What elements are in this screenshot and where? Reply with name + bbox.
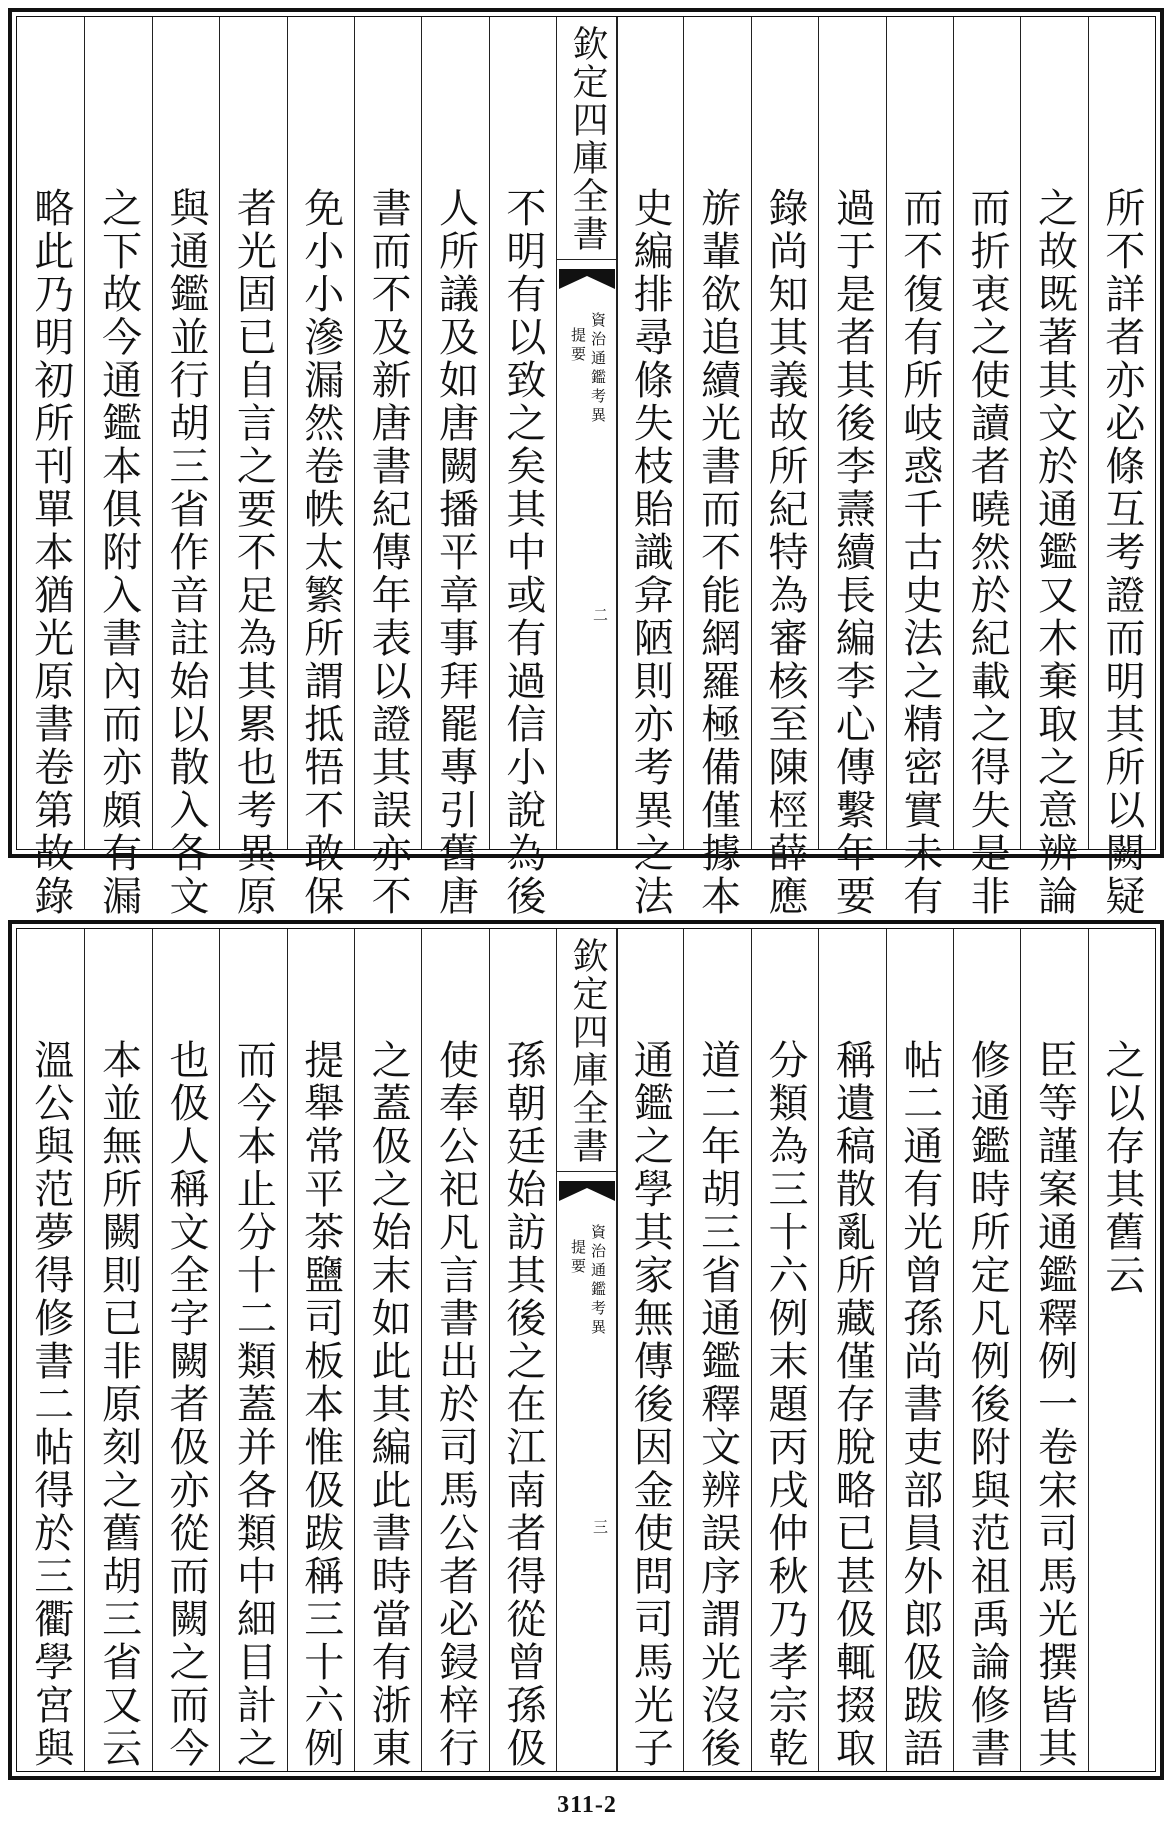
text-column	[886, 17, 953, 918]
lower-page-frame	[16, 928, 1156, 1772]
spine-section: 提要	[569, 327, 587, 365]
column-text: 之蓋伋之始末如此其編此書時當有浙東	[365, 1039, 412, 1770]
page-spine	[556, 929, 618, 1771]
column-text-wrapper	[819, 17, 885, 918]
column-text-wrapper	[887, 929, 953, 1771]
spine-title-text: 欽定四庫全書	[567, 25, 608, 253]
text-column	[683, 929, 750, 1771]
text-column	[489, 929, 556, 1771]
column-text: 所不詳者亦必條互考證而明其所以闕疑	[1098, 187, 1145, 918]
text-column	[152, 929, 219, 1771]
spine-page-marker: 二	[591, 607, 609, 622]
column-text-wrapper	[220, 929, 286, 1771]
column-text-wrapper	[85, 17, 151, 918]
text-column	[751, 17, 818, 918]
column-text-wrapper	[355, 17, 421, 918]
column-text-wrapper	[355, 929, 421, 1771]
column-text: 帖二通有光曾孫尚書吏部員外郎伋跋語	[896, 1039, 943, 1770]
text-column	[1020, 17, 1087, 918]
column-text: 之以存其舊云	[1098, 1039, 1145, 1297]
column-text: 溫公與范夢得修書二帖得於三衢學宮與	[27, 1039, 74, 1770]
text-column	[84, 17, 151, 918]
column-text-wrapper	[1089, 929, 1155, 1771]
column-text: 旂輩欲追續光書而不能網羅極備僅據本	[694, 187, 741, 918]
column-text-wrapper	[422, 929, 488, 1771]
column-text: 提舉常平茶鹽司板本惟伋跋稱三十六例	[297, 1039, 344, 1770]
text-column	[751, 929, 818, 1771]
text-column	[953, 17, 1020, 918]
column-text: 之下故今通鑑本俱附入書內而亦頗有漏	[95, 187, 142, 918]
column-text: 略此乃明初所刊單本猶光原書卷第故錄	[27, 187, 74, 918]
fishtail-mark	[559, 269, 615, 289]
column-text-wrapper	[17, 929, 84, 1771]
text-column	[886, 929, 953, 1771]
text-column	[1088, 17, 1155, 918]
column-text: 而不復有所岐惑千古史法之精密實未有	[896, 187, 943, 918]
column-text-wrapper	[954, 929, 1020, 1771]
column-text: 道二年胡三省通鑑釋文辨誤序謂光沒後	[694, 1039, 741, 1770]
column-text-wrapper	[819, 929, 885, 1771]
text-column	[489, 17, 556, 918]
column-text-wrapper	[617, 929, 683, 1771]
column-text: 臣等謹案通鑑釋例一卷宋司馬光撰皆其	[1031, 1039, 1078, 1770]
column-text: 與通鑑並行胡三省作音註始以散入各文	[162, 187, 209, 918]
column-text: 通鑑之學其家無傳後因金使問司馬光子	[627, 1039, 674, 1770]
column-text-wrapper	[954, 17, 1020, 918]
column-text-wrapper	[288, 17, 354, 918]
column-text: 之故既著其文於通鑑又木棄取之意辨論	[1031, 187, 1078, 918]
column-text-wrapper	[153, 17, 219, 918]
spine-section: 提要	[569, 1239, 587, 1277]
spine-title	[557, 937, 617, 1172]
text-column	[354, 929, 421, 1771]
text-column	[953, 929, 1020, 1771]
column-text: 而折衷之使讀者曉然於紀載之得失是非	[964, 187, 1011, 918]
text-column	[1020, 929, 1087, 1771]
column-text: 過于是者其後李燾續長編李心傳繫年要	[829, 187, 876, 918]
text-column	[421, 929, 488, 1771]
text-column	[287, 929, 354, 1771]
text-column	[287, 17, 354, 918]
column-text: 使奉公祀凡言書出於司馬公者必鋟梓行	[432, 1039, 479, 1770]
text-column	[1088, 929, 1155, 1771]
column-text-wrapper	[1021, 17, 1087, 918]
text-column	[17, 929, 84, 1771]
column-text-wrapper	[1021, 929, 1087, 1771]
text-column	[84, 929, 151, 1771]
spine-title-text: 欽定四庫全書	[567, 937, 608, 1165]
column-text-wrapper	[490, 929, 556, 1771]
column-text-wrapper	[617, 17, 683, 918]
column-text-wrapper	[17, 17, 84, 918]
column-text: 史編排尋條失枝貽識弇陋則亦考異之法	[627, 187, 674, 918]
column-text: 也伋人稱文全字闕者伋亦從而闕之而今	[162, 1039, 209, 1770]
page-spine	[556, 17, 618, 849]
column-text-wrapper	[1089, 17, 1155, 918]
column-text-wrapper	[220, 17, 286, 918]
spine-book-title: 資治通鑑考異	[589, 1224, 607, 1338]
spine-page-marker: 三	[591, 1519, 609, 1534]
column-text: 修通鑑時所定凡例後附與范祖禹論修書	[964, 1039, 1011, 1770]
spine-book-title: 資治通鑑考異	[589, 312, 607, 426]
text-column	[219, 17, 286, 918]
column-text: 稱遺稿散亂所藏僅存脫略已甚伋輒掇取	[829, 1039, 876, 1770]
text-column	[17, 17, 84, 918]
page-number: 311-2	[557, 1792, 617, 1818]
column-text: 人所議及如唐闕播平章事拜罷專引舊唐	[432, 187, 479, 918]
text-column	[818, 17, 885, 918]
spine-title	[557, 25, 617, 260]
column-text: 分類為三十六例末題丙戌仲秋乃孝宗乾	[761, 1039, 808, 1770]
text-column	[818, 929, 885, 1771]
column-text: 者光固已自言之要不足為其累也考異原	[230, 187, 277, 918]
upper-page-panel	[8, 8, 1164, 918]
column-text: 孫朝廷始訪其後之在江南者得從曾孫伋	[499, 1039, 546, 1770]
column-text-wrapper	[422, 17, 488, 918]
column-text-wrapper	[684, 929, 750, 1771]
column-text-wrapper	[887, 17, 953, 918]
text-column	[354, 17, 421, 918]
column-text: 而今本止分十二類蓋并各類中細目計之	[230, 1039, 277, 1770]
column-text: 不明有以致之矣其中或有過信小說為後	[499, 187, 546, 918]
column-text: 書而不及新唐書紀傳年表以證其誤亦不	[365, 187, 412, 918]
column-text-wrapper	[490, 17, 556, 918]
text-column	[683, 17, 750, 918]
column-text-wrapper	[85, 929, 151, 1771]
text-column	[219, 929, 286, 1771]
column-text: 免小小滲漏然卷帙太繁所謂抵牾不敢保	[297, 187, 344, 918]
upper-page-frame	[16, 16, 1156, 918]
column-text: 錄尚知其義故所紀特為審核至陳桱薛應	[761, 187, 808, 918]
column-text-wrapper	[153, 929, 219, 1771]
text-column	[616, 929, 683, 1771]
lower-page-panel	[8, 920, 1164, 1780]
column-text-wrapper	[684, 17, 750, 918]
column-text-wrapper	[288, 929, 354, 1771]
fishtail-mark	[559, 1181, 615, 1201]
text-column	[616, 17, 683, 918]
text-column	[421, 17, 488, 918]
column-text-wrapper	[752, 929, 818, 1771]
column-text: 本並無所闕則已非原刻之舊胡三省又云	[95, 1039, 142, 1770]
column-text-wrapper	[752, 17, 818, 918]
text-column	[152, 17, 219, 918]
